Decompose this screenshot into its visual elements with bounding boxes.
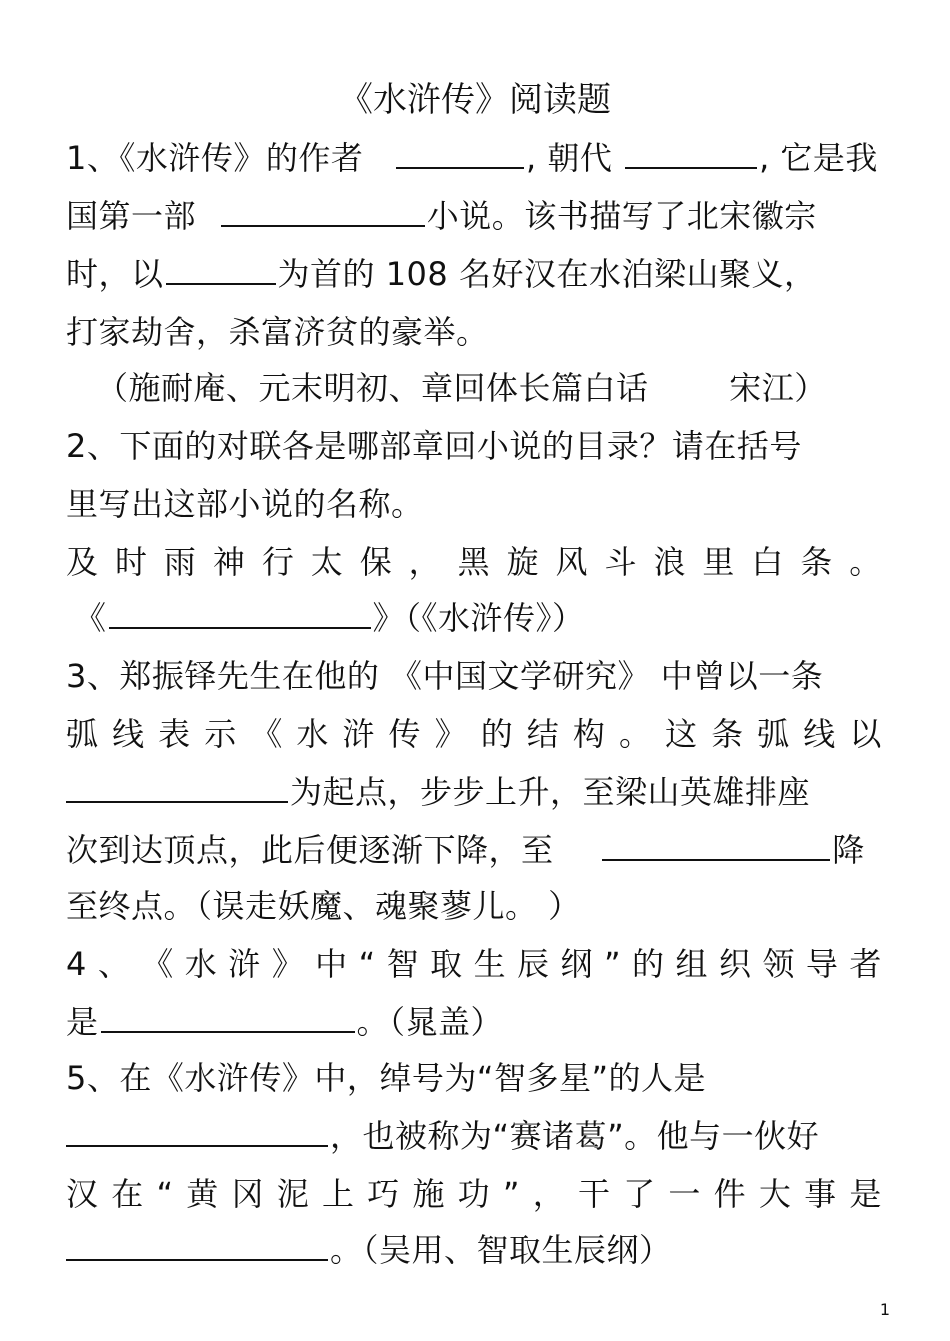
- q4-char: 》: [271, 945, 305, 983]
- q4-text-is: 是: [66, 1003, 99, 1041]
- couplet-char: 太: [310, 543, 344, 581]
- q5-char: 施: [412, 1175, 445, 1213]
- q3-char: 示: [204, 715, 237, 753]
- q2-line-1: 2、下面的对联各是哪部章回小说的目录？请在括号: [66, 427, 802, 465]
- q1-text-time: 时，以: [66, 255, 164, 293]
- q4-char: 织: [718, 945, 752, 983]
- q2-blank-novel: [109, 597, 371, 629]
- q5-char: 功: [457, 1175, 491, 1213]
- q5-line-4: [66, 1228, 886, 1272]
- q5-line-3: [66, 1172, 882, 1216]
- couplet-char: 浪: [653, 543, 686, 581]
- q3-line-4: [66, 828, 886, 872]
- q4-char: “: [358, 945, 376, 983]
- q2-couplet-line: [66, 540, 882, 584]
- q4-answer: 。（晁盖）: [356, 1003, 504, 1041]
- q1-answer-songjiang: 宋江）: [729, 369, 827, 407]
- q5-char: ，: [532, 1175, 566, 1213]
- q1-line-4: 打家劫舍，杀富济贫的豪举。: [66, 313, 489, 351]
- q4-char: 纲: [560, 945, 594, 983]
- q5-blank-event: [66, 1229, 328, 1261]
- q3-char: 这: [665, 715, 698, 753]
- q4-char: 浒: [228, 945, 261, 983]
- q5-char: 巧: [367, 1175, 400, 1213]
- q3-line-5: 至终点。（误走妖魔、魂聚蓼儿。 ）: [66, 887, 581, 925]
- q3-blank-start: [66, 771, 288, 803]
- q3-char: 线: [803, 715, 836, 753]
- q4-char: 4: [66, 945, 87, 983]
- couplet-char: 旋: [506, 543, 540, 581]
- couplet-char: 斗: [604, 543, 637, 581]
- q3-char: 《: [250, 715, 283, 753]
- q3-char: 表: [158, 715, 191, 753]
- q3-char: 以: [849, 715, 882, 753]
- q3-text-descend: 次到达顶点，此后便逐渐下降，至: [66, 831, 554, 869]
- q4-char: 智: [386, 945, 420, 983]
- q4-blank-leader: [101, 1001, 355, 1033]
- q4-char: 导: [805, 945, 839, 983]
- q3-char: 》: [434, 715, 468, 753]
- couplet-char: 时: [114, 543, 148, 581]
- q5-char: 泥: [276, 1175, 310, 1213]
- q4-char: ”: [604, 945, 622, 983]
- q5-char: 干: [577, 1175, 611, 1213]
- q2-line-2: 里写出这部小说的名称。: [66, 485, 424, 523]
- q4-line-2: [66, 1000, 886, 1044]
- q1-answer: [96, 366, 916, 410]
- q3-char: 弧: [757, 715, 790, 753]
- q4-char: 取: [430, 945, 463, 983]
- q5-char: 上: [321, 1175, 355, 1213]
- couplet-char: 条: [800, 543, 833, 581]
- q3-blank-end: [602, 829, 830, 861]
- q3-line-2: [66, 712, 882, 756]
- q3-char: 结: [526, 715, 560, 753]
- couplet-char: 及: [66, 543, 99, 581]
- q3-text-start: 为起点，步步上升，至梁山英雄排座: [290, 773, 811, 811]
- couplet-char: 雨: [163, 543, 197, 581]
- q5-line-2: [66, 1114, 886, 1158]
- q4-char: 、: [97, 945, 131, 983]
- q3-line-3: [66, 770, 886, 814]
- q3-char: 。: [618, 715, 652, 753]
- q3-char: 传: [388, 715, 422, 753]
- q1-blank-leader: [166, 253, 276, 285]
- couplet-char: 行: [261, 543, 295, 581]
- q4-char: 领: [762, 945, 795, 983]
- q1-answer-text: （施耐庵、元末明初、章回体长篇白话: [96, 369, 649, 407]
- q3-text-jiang: 降: [832, 831, 865, 869]
- q2-answer: 》（《水浒传》）: [372, 599, 585, 637]
- q4-line-1: [66, 942, 882, 986]
- q3-char: 水: [296, 715, 329, 753]
- q5-char: 是: [849, 1175, 882, 1213]
- q5-char: ”: [502, 1175, 520, 1213]
- q4-char: 《: [141, 945, 174, 983]
- couplet-char: 里: [702, 543, 735, 581]
- couplet-char: 黑: [457, 543, 491, 581]
- page-number: 1: [879, 1300, 890, 1319]
- q5-char: 大: [758, 1175, 792, 1213]
- q3-char: 条: [711, 715, 744, 753]
- q2-open-bracket: 《: [74, 599, 107, 637]
- q2-line-4: [74, 596, 894, 640]
- q5-line-1: 5、在《水浒传》中，绰号为“智多星”的人是: [66, 1059, 707, 1097]
- q4-char: 者: [849, 945, 882, 983]
- q4-char: 辰: [517, 945, 550, 983]
- q3-char: 构: [572, 715, 606, 753]
- couplet-char: 神: [212, 543, 246, 581]
- q1-text-author: 1、《水浒传》的作者: [66, 139, 364, 177]
- q4-char: 组: [675, 945, 709, 983]
- q4-char: 中: [315, 945, 348, 983]
- q3-char: 浒: [342, 715, 375, 753]
- q4-char: 水: [184, 945, 218, 983]
- q5-answer: 。（吴用、智取生辰纲）: [330, 1231, 672, 1269]
- q4-char: 的: [632, 945, 665, 983]
- q1-line-3: [66, 252, 886, 296]
- couplet-char: 白: [751, 543, 784, 581]
- q5-char: 汉: [66, 1175, 99, 1213]
- q5-char: 一: [668, 1175, 701, 1213]
- q3-line-1: 3、郑振铎先生在他的 《中国文学研究》 中曾以一条: [66, 657, 824, 695]
- q1-text-heroes: 为首的 108 名好汉在水泊梁山聚义，: [277, 255, 817, 293]
- q1-line-1: [66, 136, 886, 180]
- q5-char: 在: [111, 1175, 144, 1213]
- q5-char: “: [156, 1175, 174, 1213]
- q5-char: 件: [713, 1175, 747, 1213]
- q5-char: 了: [623, 1175, 656, 1213]
- q1-text-it-is: , 它是我: [759, 139, 878, 177]
- q3-char: 弧: [66, 715, 99, 753]
- q1-blank-genre: [221, 195, 425, 227]
- q5-text-zhuge: ，也被称为“赛诸葛”。他与一伙好: [330, 1117, 820, 1155]
- q3-char: 线: [112, 715, 145, 753]
- q1-blank-author: [396, 137, 524, 169]
- q3-char: 的: [480, 715, 514, 753]
- q5-char: 黄: [186, 1175, 219, 1213]
- page-title: 《水浒传》阅读题: [339, 80, 611, 120]
- q5-char: 冈: [231, 1175, 265, 1213]
- q1-text-novel: 小说。该书描写了北宋徽宗: [426, 197, 817, 235]
- couplet-char: 保: [359, 543, 393, 581]
- q4-char: 生: [473, 945, 507, 983]
- q1-text-dynasty: , 朝代: [526, 139, 613, 177]
- couplet-char: 风: [555, 543, 589, 581]
- q1-line-2: [66, 194, 886, 238]
- q5-blank-person: [66, 1115, 328, 1147]
- q1-text-first: 国第一部: [66, 197, 197, 235]
- couplet-char: 。: [849, 543, 882, 581]
- q1-blank-dynasty: [625, 137, 757, 169]
- couplet-char: ，: [408, 543, 442, 581]
- q5-char: 事: [804, 1175, 837, 1213]
